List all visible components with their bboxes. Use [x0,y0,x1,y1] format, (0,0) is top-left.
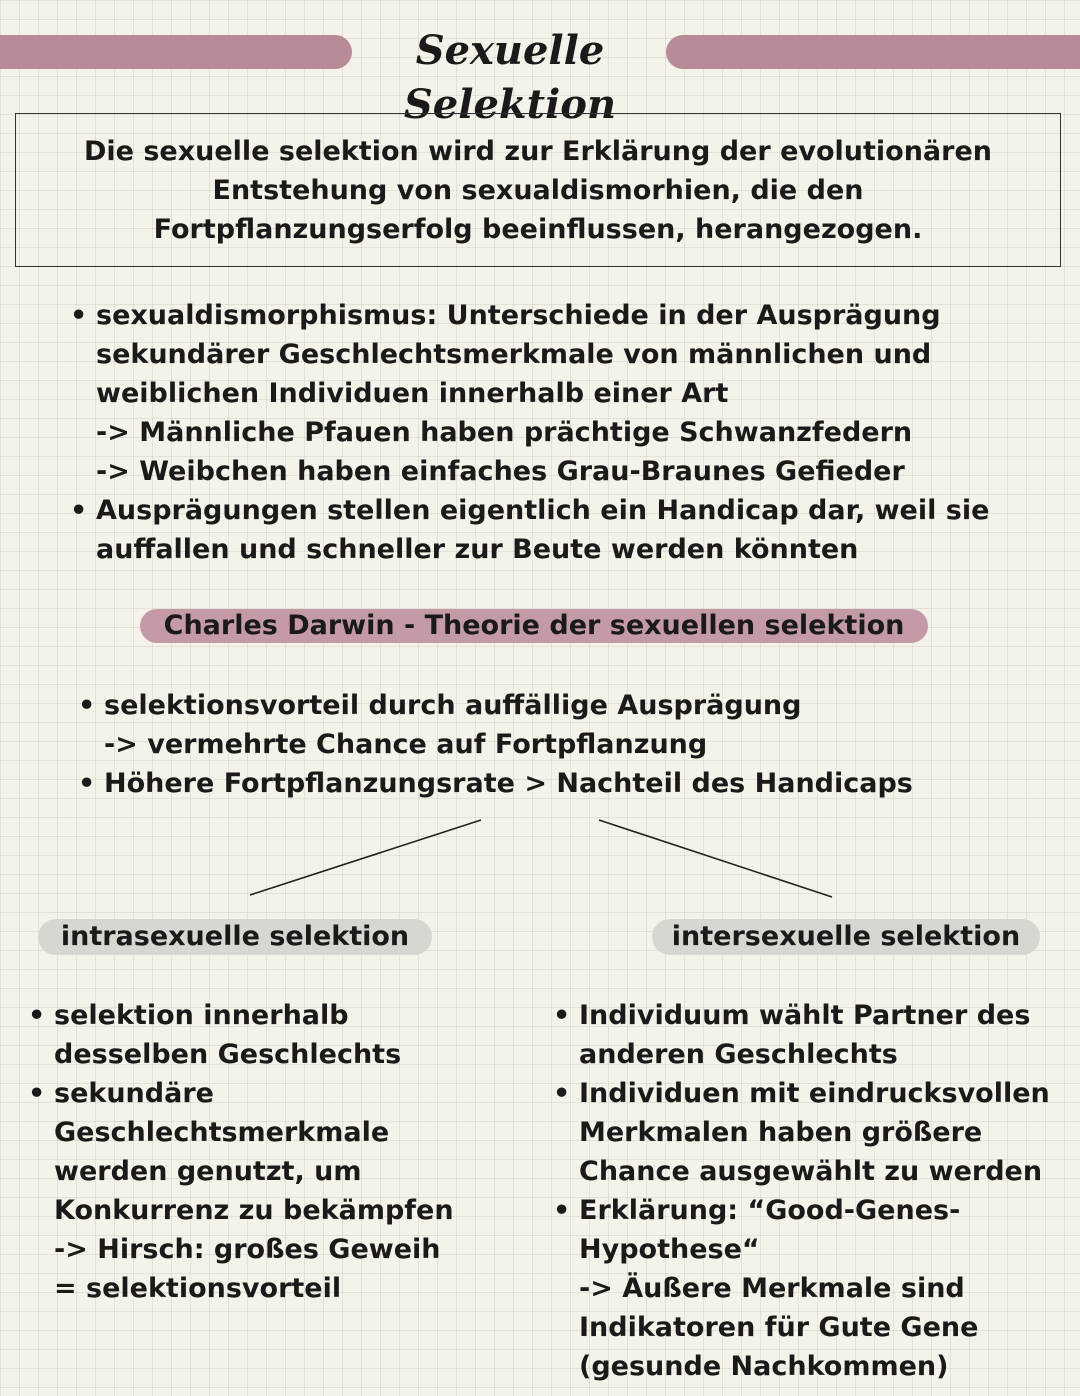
intro-item-text: Ausprägungen stellen eigentlich ein Handicap dar, weil sie auffallen und schneller zur Beute werden könnten [96,495,990,565]
inter-list [553,996,1073,1386]
inter-item [553,1074,1073,1191]
inter-item-text: Individuen mit eindrucksvollen Merkmalen haben größere Chance ausgewählt zu werden [579,1078,1050,1187]
inter-item [553,1191,1073,1386]
intro-sub: -> Weibchen haben einfaches Grau-Braunes Gefieder [96,456,905,487]
inter-item-text: Individuum wählt Partner des anderen Geschlechts [579,1000,1031,1070]
branch-line-right [599,820,832,897]
inter-heading: intersexuelle selektion [652,919,1040,955]
intra-item [28,1074,488,1308]
intro-sub: -> Männliche Pfauen haben prächtige Schwanzfedern [96,417,913,448]
intra-item-text: sekundäre Geschlechtsmerkmale werden genutzt, um Konkurrenz zu bekämpfen [54,1078,454,1226]
intra-sub: -> Hirsch: großes Geweih [54,1234,441,1265]
intra-list [28,996,488,1308]
inter-sub: -> Äußere Merkmale sind Indikatoren für Gute Gene (gesunde Nachkommen) [579,1273,979,1382]
inter-item-text: Erklärung: “Good-Genes-Hypothese“ [579,1195,961,1265]
branch-line-left [250,820,481,895]
definition-text: Die sexuelle selektion wird zur Erklärung der evolutionären Entstehung von sexualdismorhien, die den Fortpflanzungserfolg beeinflussen, herangezogen. [83,135,993,245]
intra-item-text: selektion innerhalb desselben Geschlechts [54,1000,402,1070]
intra-heading: intrasexuelle selektion [38,919,432,955]
inter-item [553,996,1073,1074]
darwin-sub: -> vermehrte Chance auf Fortpflanzung [104,729,708,760]
page-title: Sexuelle Selektion [403,27,617,128]
darwin-item-text: Höhere Fortpflanzungsrate > Nachteil des Handicaps [104,768,913,799]
darwin-heading: Charles Darwin - Theorie der sexuellen selektion [140,609,928,643]
darwin-item-text: selektionsvorteil durch auffällige Ausprägung [104,690,802,721]
intra-item [28,996,488,1074]
intro-item-text: sexualdismorphismus: Unterschiede in der Ausprägung sekundärer Geschlechtsmerkmale von männlichen und weiblichen Individuen innerhalb einer Art [96,300,941,409]
intra-sub: = selektionsvorteil [54,1273,342,1304]
